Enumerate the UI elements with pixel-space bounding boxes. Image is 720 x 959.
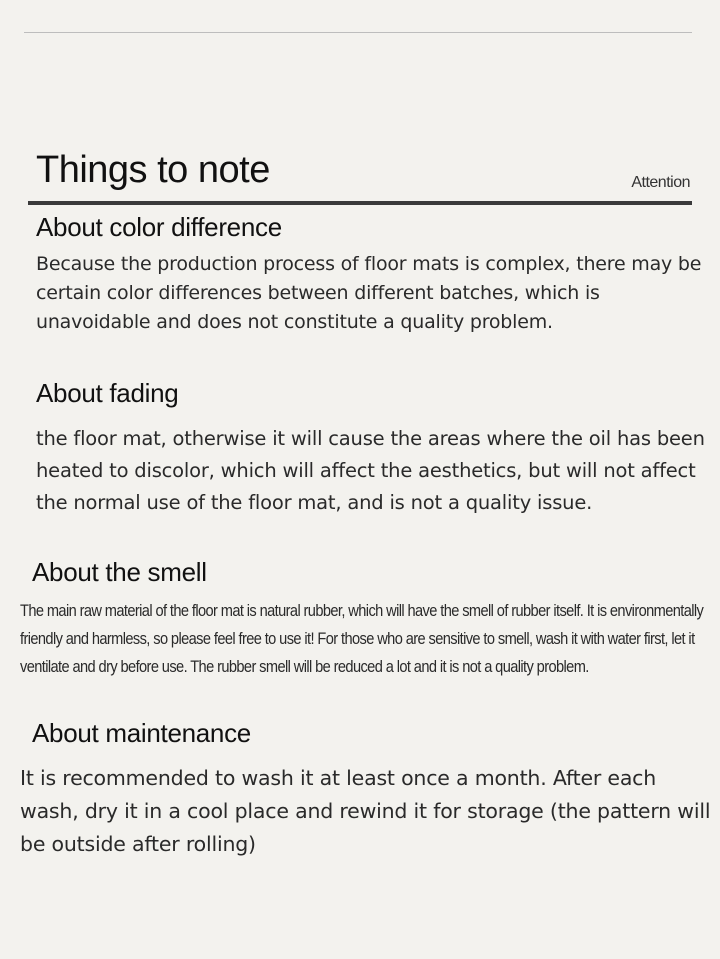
section-fading [36, 376, 716, 519]
section-heading: About fading [36, 378, 179, 408]
page-title: Things to note [36, 149, 270, 191]
section-heading: About color difference [36, 212, 282, 242]
notice-header [28, 145, 692, 211]
section-body: The main raw material of the floor mat is natural rubber, which will have the smell of rubber itself. It is environmentally friendly and harmless, so please feel free to use it! For those who are sensitive to smell, wash it with water first, let it ventilate and dry before use. The rubber smell will be reduced a lot and it is not a quality problem. [20, 601, 704, 676]
section-body: Because the production process of floor mats is complex, there may be certain color differences between different batches, which is unavoidable and does not constitute a quality problem. [36, 253, 702, 333]
section-heading: About maintenance [32, 718, 251, 748]
section-smell [20, 555, 716, 681]
attention-label: Attention [631, 174, 690, 191]
section-body: the floor mat, otherwise it will cause the areas where the oil has been heated to discolor, which will affect the aesthetics, but will not affect the normal use of the floor mat, and is not a quality issue. [36, 427, 705, 514]
section-color-difference [36, 210, 712, 337]
title-divider [28, 201, 692, 205]
section-maintenance [20, 716, 716, 861]
top-divider [24, 32, 692, 33]
section-heading: About the smell [32, 557, 207, 587]
section-body: It is recommended to wash it at least once a month. After each wash, dry it in a cool place and rewind it for storage (the pattern will be outside after rolling) [20, 766, 711, 856]
